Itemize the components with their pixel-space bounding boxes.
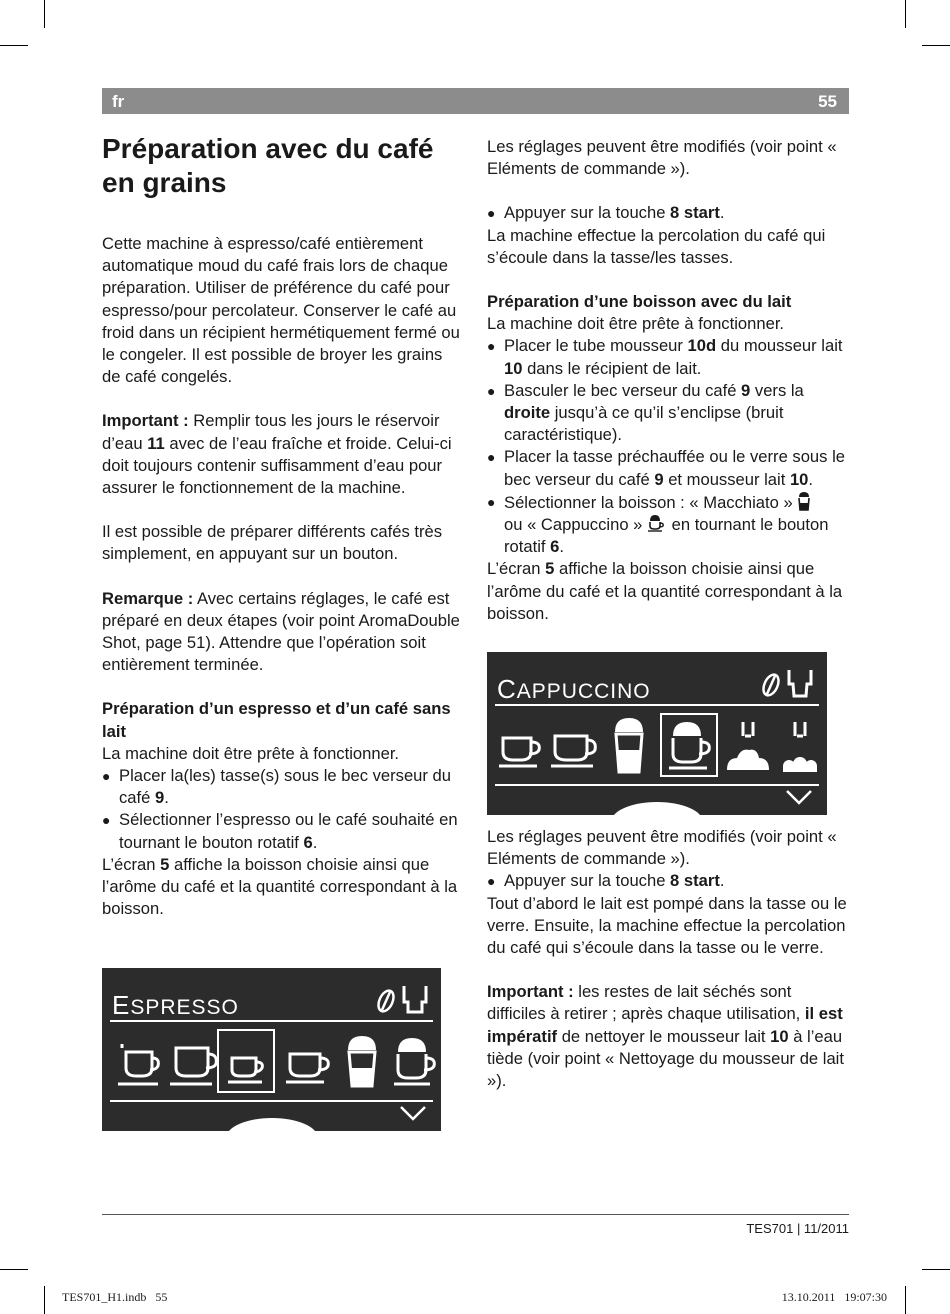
double-mug-icon: [170, 1048, 216, 1084]
footer-reference: TES701 | 11/2011: [746, 1221, 849, 1236]
crop-mark: [922, 45, 950, 46]
slug-left: TES701_H1.indb 55: [62, 1290, 168, 1304]
display-knob-arc: [611, 802, 703, 815]
chevron-down-icon: [399, 1105, 427, 1121]
page-number: 55: [818, 92, 837, 111]
bullet-select: ● Sélectionner l’espresso ou le café souhaité en tournant le bouton rotatif 6.: [102, 809, 464, 853]
mug-icon: [551, 736, 595, 766]
milk-subheading: Préparation d’une boisson avec du lait: [487, 292, 792, 312]
bean-glass-icon: [759, 666, 815, 700]
intro-paragraph: Cette machine à espresso/café entièrement automatique moud du café frais lors de chaque préparation. Utiliser de préférence du café pour espresso/pour percolateur. Conserver le café au froid dans un récipient hermétiquement fermé ou le congeler. Il est possible de broyer les grains de café congelés.: [102, 234, 460, 387]
display-knob-arc: [226, 1118, 318, 1131]
espresso-cup-icon: [228, 1058, 262, 1082]
ready-text: La machine doit être prête à fonctionner.: [487, 314, 785, 334]
milk-icon: [783, 722, 817, 772]
possible-paragraph: Il est possible de préparer différents cafés très simplement, en appuyant sur un bouton.: [102, 522, 443, 564]
ready-text: La machine doit être prête à fonctionner.: [102, 743, 400, 763]
espresso-display: [102, 968, 441, 1131]
crop-mark: [905, 0, 906, 28]
cappuccino-cup-icon: [669, 722, 709, 768]
display-divider: [495, 784, 819, 786]
cappuccino-cup-icon: [394, 1038, 434, 1084]
bullet-spout: ● Basculer le bec verseur du café 9 vers la droite jusqu’à ce qu’il s’enclipse (bruit caractéristique).: [487, 380, 849, 447]
display-title: ESPRESSO: [112, 990, 239, 1020]
cup-selection-row: [108, 1028, 438, 1094]
remark-paragraph: Remarque : Avec certains réglages, le café est préparé en deux étapes (voir point AromaDouble Shot, page 51). Attendre que l’opération soit entièrement terminée.: [102, 588, 460, 675]
crop-mark: [44, 1286, 45, 1314]
right-column: [487, 136, 849, 625]
bullet-preheated-cup: ● Placer la tasse préchauffée ou le verre sous le bec verseur du café 9 et mousseur lait 10.: [487, 446, 849, 490]
crop-mark: [922, 1269, 950, 1270]
percolation-text: La machine effectue la percolation du café qui s’écoule dans la tasse/les tasses.: [487, 225, 826, 267]
latte-glass-icon: [615, 718, 643, 772]
display-divider: [110, 1020, 433, 1022]
crop-mark: [44, 0, 45, 28]
milk-drink-selection-row: [493, 712, 825, 778]
bullet-select-drink: ● Sélectionner la boisson : « Macchiato » ou « Cappuccino » en tournant le bouton rotatif 6.: [487, 491, 849, 559]
screen-text: L’écran 5 affiche la boisson choisie ainsi que l’arôme du café et la quantité correspondant à la boisson.: [487, 559, 843, 623]
page-title: Préparation avec du café en grains: [102, 133, 434, 198]
footer-rule: [102, 1214, 849, 1215]
milk-pump-text: Tout d’abord le lait est pompé dans la tasse ou le verre. Ensuite, la machine effectue la percolation du café qui s’écoule dans la tasse ou le verre.: [487, 893, 847, 958]
display-title: CAPPUCCINO: [497, 674, 651, 704]
bullet-cups: ● Placer la(les) tasse(s) sous le bec verseur du café 9.: [102, 765, 464, 809]
milk-foam-icon: [727, 722, 769, 770]
coffee-cup-icon: [286, 1054, 328, 1082]
crop-mark: [0, 1269, 28, 1270]
page-header: [102, 88, 849, 114]
bullet-frother: ● Placer le tube mousseur 10d du mousseur lait 10 dans le récipient de lait.: [487, 335, 849, 379]
cappuccino-icon: [647, 514, 667, 532]
double-cup-icon: [118, 1044, 158, 1084]
cappuccino-display: [487, 652, 827, 815]
macchiato-glass-icon: [797, 491, 811, 511]
settings-text-2: Les réglages peuvent être modifiés (voir point « Eléments de commande »).: [487, 827, 837, 869]
latte-glass-icon: [348, 1036, 376, 1086]
display-divider: [110, 1100, 433, 1102]
coffee-cup-icon: [499, 738, 539, 766]
crop-mark: [905, 1286, 906, 1314]
important-paragraph: Important : Remplir tous les jours le réservoir d’eau 11 avec de l’eau fraîche et froide. Celui-ci doit toujours contenir suffisamment d’eau pour assurer le fonctionnement de la machine.: [102, 411, 452, 498]
chevron-down-icon: [785, 789, 813, 805]
bullet-press-start-2: ● Appuyer sur la touche 8 start.: [487, 870, 849, 892]
screen-text: L’écran 5 affiche la boisson choisie ainsi que l’arôme du café et la quantité correspondant à la boisson.: [102, 854, 458, 919]
settings-text: Les réglages peuvent être modifiés (voir point « Eléments de commande »).: [487, 137, 837, 179]
crop-mark: [0, 45, 28, 46]
slug-right: 13.10.2011 19:07:30: [781, 1290, 887, 1304]
bean-cup-icon: [374, 982, 430, 1016]
bullet-press-start: ● Appuyer sur la touche 8 start.: [487, 202, 849, 224]
espresso-subheading: Préparation d’un espresso et d’un café sans lait: [102, 699, 451, 741]
important-cleaning: Important : les restes de lait séchés sont difficiles à retirer ; après chaque utilisation, il est impératif de nettoyer le mousseur lait 10 à l’eau tiède (voir point « Nettoyage du mousseur de lait »).: [487, 982, 844, 1091]
left-column: [102, 132, 464, 920]
display-divider: [495, 704, 819, 706]
right-column-continued: [487, 826, 849, 1092]
language-code: fr: [112, 92, 125, 111]
